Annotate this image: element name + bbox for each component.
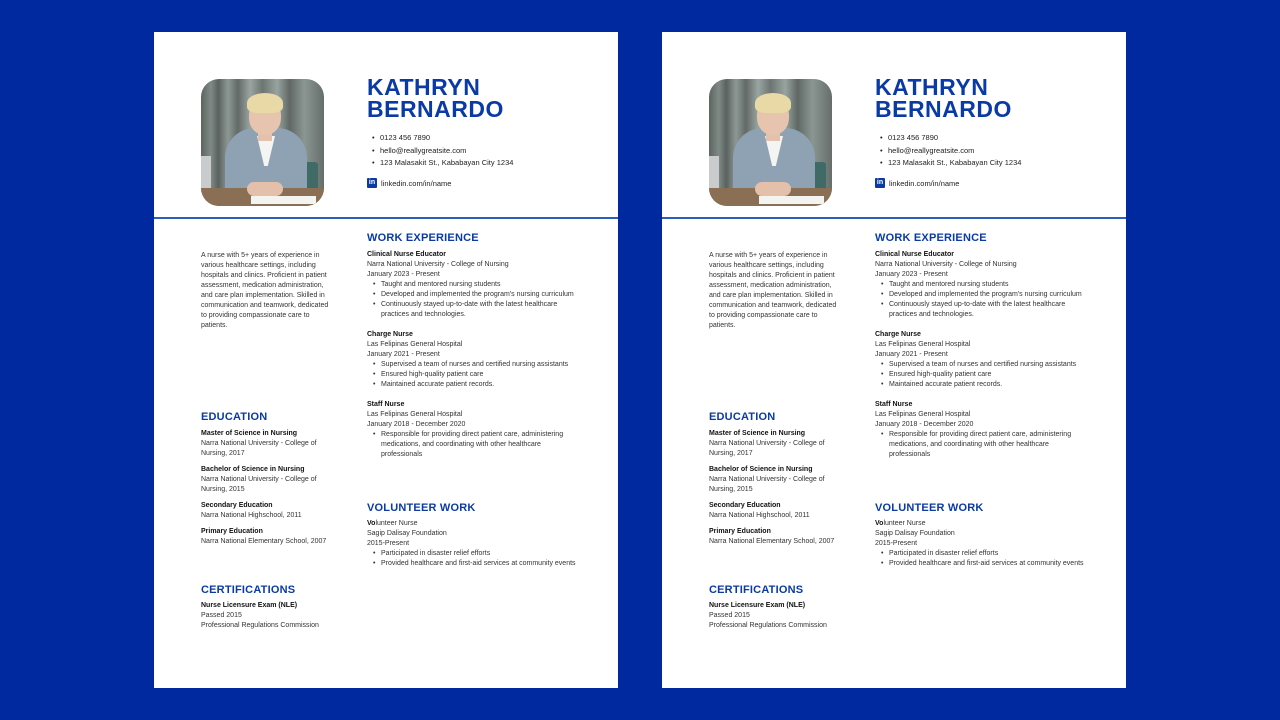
linkedin-url[interactable]: linkedin.com/in/name — [381, 178, 452, 188]
resume-page-right — [662, 32, 1126, 688]
certifications-heading: CERTIFICATIONS — [201, 584, 296, 596]
education-entry — [709, 429, 849, 459]
certification-issuer: Professional Regulations Commission — [709, 622, 827, 629]
contact-phone: • 0123 456 7890 — [880, 132, 1021, 145]
education-degree: Secondary Education — [709, 502, 781, 509]
education-entry — [709, 501, 849, 521]
volunteer-role-bold: Vo — [367, 520, 376, 527]
education-entry — [201, 465, 341, 495]
job-bullets — [367, 360, 582, 390]
volunteer-bullet: • Provided healthcare and first-aid services at community events — [889, 559, 1090, 569]
linkedin-icon: in — [876, 179, 884, 186]
education-degree: Master of Science in Nursing — [201, 430, 298, 437]
job-dates: January 2021 - Present — [367, 351, 440, 358]
job-bullet: • Maintained accurate patient records. — [381, 380, 582, 390]
header-divider — [154, 217, 618, 219]
name-last: BERNARDO — [875, 96, 1012, 122]
contact-list — [372, 132, 513, 170]
certification-name: Nurse Licensure Exam (NLE) — [201, 602, 298, 609]
certification-issuer: Professional Regulations Commission — [201, 622, 319, 629]
photo-hands — [247, 182, 283, 196]
job-bullets — [875, 280, 1090, 320]
name-last: BERNARDO — [367, 96, 504, 122]
education-section — [201, 411, 341, 547]
job-org: Las Felipinas General Hospital — [367, 411, 463, 418]
contact-email[interactable]: • hello@reallygreatsite.com — [880, 145, 1021, 158]
education-degree: Primary Education — [709, 528, 771, 535]
volunteer-entry — [367, 519, 582, 569]
photo-hands — [755, 182, 791, 196]
job-bullet: • Supervised a team of nurses and certified nursing assistants — [889, 360, 1090, 370]
job-bullets — [367, 280, 582, 320]
job-entry — [367, 330, 582, 390]
job-bullet: • Ensured high-quality patient care — [381, 370, 582, 380]
photo-hair — [755, 93, 791, 113]
job-role: Clinical Nurse Educator — [875, 251, 954, 258]
certifications-heading: CERTIFICATIONS — [709, 584, 804, 596]
education-detail: Narra National Elementary School, 2007 — [201, 538, 327, 545]
job-entry — [367, 400, 582, 460]
job-bullet: • Supervised a team of nurses and certified nursing assistants — [381, 360, 582, 370]
education-section — [709, 411, 849, 547]
job-bullets — [875, 360, 1090, 390]
profile-photo — [709, 79, 832, 206]
work-heading: WORK EXPERIENCE — [875, 232, 987, 244]
profile-summary: A nurse with 5+ years of experience in various healthcare settings, including hospitals and clinics. Proficient in patient assessment, medication administration, and care plan implementation. Skilled in communication and teamwork, dedicated to providing compassionate care to patients. — [709, 252, 837, 329]
education-entry — [201, 501, 341, 521]
job-bullet: • Taught and mentored nursing students — [381, 280, 582, 290]
job-bullet: • Responsible for providing direct patient care, administering medications, and coordinating with other healthcare professionals — [889, 430, 1090, 460]
job-org: Las Felipinas General Hospital — [875, 341, 971, 348]
job-dates: January 2018 - December 2020 — [367, 421, 466, 428]
education-degree: Master of Science in Nursing — [709, 430, 806, 437]
volunteer-role — [875, 519, 1090, 529]
candidate-name — [367, 76, 504, 120]
education-entry — [201, 527, 341, 547]
certification-year: Passed 2015 — [201, 612, 242, 619]
job-bullets — [367, 430, 582, 460]
job-role: Staff Nurse — [367, 401, 405, 408]
job-dates: January 2023 - Present — [367, 271, 440, 278]
work-experience-section — [367, 232, 582, 460]
education-detail: Narra National University - College of Nursing, 2017 — [709, 440, 825, 457]
job-bullet: • Developed and implemented the program's nursing curriculum — [381, 290, 582, 300]
job-dates: January 2021 - Present — [875, 351, 948, 358]
education-heading: EDUCATION — [201, 411, 268, 423]
volunteer-org: Sagip Dalisay Foundation — [367, 530, 447, 537]
resume-page-left — [154, 32, 618, 688]
job-bullet: • Taught and mentored nursing students — [889, 280, 1090, 290]
photo-paper — [759, 196, 824, 204]
volunteer-dates: 2015-Present — [875, 540, 918, 547]
education-entry — [709, 527, 849, 547]
job-org: Narra National University - College of Nursing — [875, 261, 1017, 268]
education-detail: Narra National Highschool, 2011 — [709, 512, 810, 519]
job-entry — [875, 250, 1090, 320]
volunteer-dates: 2015-Present — [367, 540, 410, 547]
volunteer-bullet: • Participated in disaster relief efforts — [381, 549, 582, 559]
volunteer-heading: VOLUNTEER WORK — [875, 502, 984, 514]
education-detail: Narra National University - College of Nursing, 2015 — [201, 476, 317, 493]
certification-entry — [201, 601, 341, 631]
name-first: KATHRYN — [367, 74, 481, 100]
certification-year: Passed 2015 — [709, 612, 750, 619]
education-degree: Primary Education — [201, 528, 263, 535]
contact-list — [880, 132, 1021, 170]
contact-phone: • 0123 456 7890 — [372, 132, 513, 145]
job-org: Narra National University - College of Nursing — [367, 261, 509, 268]
education-detail: Narra National Highschool, 2011 — [201, 512, 302, 519]
volunteer-org: Sagip Dalisay Foundation — [875, 530, 955, 537]
contact-address: • 123 Malasakit St., Kababayan City 1234 — [880, 157, 1021, 170]
job-role: Staff Nurse — [875, 401, 913, 408]
profile-photo — [201, 79, 324, 206]
education-degree: Bachelor of Science in Nursing — [709, 466, 813, 473]
job-role: Clinical Nurse Educator — [367, 251, 446, 258]
job-dates: January 2023 - Present — [875, 271, 948, 278]
volunteer-bullets — [875, 549, 1090, 569]
job-bullet: • Continuously stayed up-to-date with the latest healthcare practices and technologies. — [381, 300, 582, 320]
volunteer-role-rest: lunteer Nurse — [375, 520, 418, 527]
education-detail: Narra National University - College of Nursing, 2015 — [709, 476, 825, 493]
job-bullet: • Ensured high-quality patient care — [889, 370, 1090, 380]
volunteer-bullet: • Provided healthcare and first-aid services at community events — [381, 559, 582, 569]
contact-email[interactable]: • hello@reallygreatsite.com — [372, 145, 513, 158]
education-entry — [709, 465, 849, 495]
education-entry — [201, 429, 341, 459]
job-entry — [875, 400, 1090, 460]
header-divider — [662, 217, 1126, 219]
photo-hair — [247, 93, 283, 113]
linkedin-icon: in — [368, 179, 376, 186]
job-bullet: • Maintained accurate patient records. — [889, 380, 1090, 390]
volunteer-bullet: • Participated in disaster relief efforts — [889, 549, 1090, 559]
certification-name: Nurse Licensure Exam (NLE) — [709, 602, 806, 609]
volunteer-heading: VOLUNTEER WORK — [367, 502, 476, 514]
candidate-name — [875, 76, 1012, 120]
volunteer-section — [367, 502, 582, 569]
job-org: Las Felipinas General Hospital — [367, 341, 463, 348]
contact-address: • 123 Malasakit St., Kababayan City 1234 — [372, 157, 513, 170]
job-bullet: • Developed and implemented the program's nursing curriculum — [889, 290, 1090, 300]
certification-entry — [709, 601, 849, 631]
job-dates: January 2018 - December 2020 — [875, 421, 974, 428]
profile-summary: A nurse with 5+ years of experience in various healthcare settings, including hospitals and clinics. Proficient in patient assessment, medication administration, and care plan implementation. Skilled in communication and teamwork, dedicated to providing compassionate care to patients. — [201, 252, 329, 329]
education-heading: EDUCATION — [709, 411, 776, 423]
job-entry — [367, 250, 582, 320]
volunteer-role-bold: Vo — [875, 520, 884, 527]
photo-paper — [251, 196, 316, 204]
volunteer-bullets — [367, 549, 582, 569]
education-degree: Bachelor of Science in Nursing — [201, 466, 305, 473]
job-role: Charge Nurse — [875, 331, 921, 338]
education-degree: Secondary Education — [201, 502, 273, 509]
linkedin-url[interactable]: linkedin.com/in/name — [889, 178, 960, 188]
certifications-section — [201, 584, 341, 631]
job-entry — [875, 330, 1090, 390]
education-detail: Narra National University - College of Nursing, 2017 — [201, 440, 317, 457]
work-heading: WORK EXPERIENCE — [367, 232, 479, 244]
job-bullets — [875, 430, 1090, 460]
work-experience-section — [875, 232, 1090, 460]
volunteer-role — [367, 519, 582, 529]
certifications-section — [709, 584, 849, 631]
education-detail: Narra National Elementary School, 2007 — [709, 538, 835, 545]
job-bullet: • Responsible for providing direct patient care, administering medications, and coordinating with other healthcare professionals — [381, 430, 582, 460]
volunteer-role-rest: lunteer Nurse — [883, 520, 926, 527]
job-role: Charge Nurse — [367, 331, 413, 338]
job-org: Las Felipinas General Hospital — [875, 411, 971, 418]
job-bullet: • Continuously stayed up-to-date with the latest healthcare practices and technologies. — [889, 300, 1090, 320]
linkedin-link[interactable] — [367, 178, 451, 188]
volunteer-section — [875, 502, 1090, 569]
volunteer-entry — [875, 519, 1090, 569]
linkedin-link[interactable] — [875, 178, 959, 188]
name-first: KATHRYN — [875, 74, 989, 100]
